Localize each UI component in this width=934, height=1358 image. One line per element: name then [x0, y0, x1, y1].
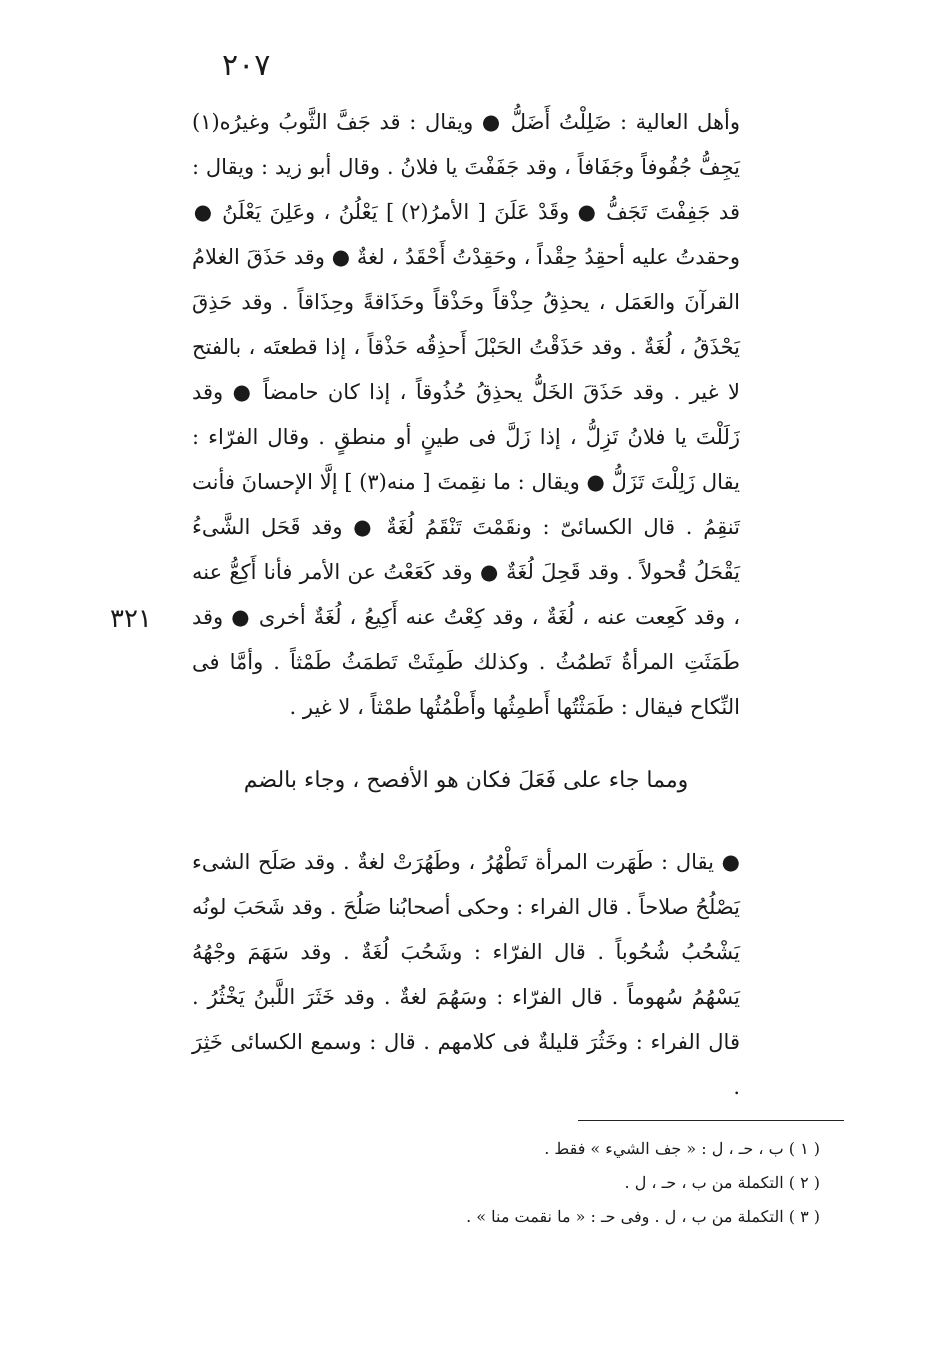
footnote-3: ( ٣ ) التكملة من ب ، ل . وفى حـ : « ما نقمت منا » .: [466, 1207, 820, 1226]
footnote-1: ( ١ ) ب ، حـ ، ل : « جف الشيء » فقط .: [544, 1139, 820, 1158]
page-number: ٢٠٧: [222, 48, 271, 83]
paragraph-2: ● يقال : طَهَرت المرأة تَطْهُرُ ، وطَهُرَتْ لغةٌ . وقد صَلَح الشىء يَصْلُحُ صلاحاً . قال الفراء : وحكى أصحابُنا صَلُحَ . وقد شَحَبَ لونُه يَشْحُبُ شُحُوباً . قال الفرّاء : وشَحُبَ لُغَةٌ . وقد سَهَمَ وجْهُهُ يَسْهُمُ سُهوماً . قال الفرّاء : وسَهُمَ لغةٌ . وقد خَثَرَ اللَّبنُ يَخْثُرُ . قال الفراء : وخَثُرَ قليلةٌ فى كلامهم . قال : وسمع الكسائى خَثِرَ .: [192, 850, 740, 1099]
section-heading: ومما جاء على فَعَلَ فكان هو الأفصح ، وجاء بالضم: [243, 768, 689, 793]
main-text-block: [192, 100, 740, 730]
paragraph-1: وأهل العالية : ضَلِلْتُ أَضَلُّ ● ويقال : قد جَفَّ الثَّوبُ وغيرُه(١) يَجِفُّ جُفُوفاً وجَفَافاً ، وقد جَفَفْتَ يا فلانُ . وقال أبو زيد : ويقال : قد جَفِفْتَ تَجَفُّ ● وقَدْ عَلَنَ [ الأمرُ(٢) ] يَعْلُنُ ، وعَلِنَ يَعْلَنُ ● وحقدتُ عليه أحقِدُ حِقْداً ، وحَقِدْتُ أَحْقَدُ ، لغةٌ ● وقد حَذَقَ الغلامُ القرآنَ والعَمَل ، يحذِقُ حِذْقاً وحَذْقاً وحَذَاقةً وحِذَاقاً . وقد حَذِقَ يَحْذَقُ ، لُغَةٌ . وقد حَذَقْتُ الحَبْلَ أَحذِقُه حَذْقاً ، إذا قطعتَه ، بالفتح لا غير . وقد حَذَقَ الخَلُّ يحذِقُ حُذُوقاً ، إذا كان حامضاً ● وقد زَلَلْتَ يا فلانُ تَزِلُّ ، إذا زَلَّ فى طينٍ أو منطقٍ . وقال الفرّاء : يقال زَلِلْتَ تَزَلُّ ● ويقال : ما نقِمتَ [ منه(٣) ] إلَّا الإحسانَ فأنت تَنقِمُ . قال الكسائىّ : ونقَمْتَ تَنْقَمُ لُغَةٌ ● وقد قَحَل الشَّىءُ يَقْحَلُ قُحولاً . وقد قَحِلَ لُغَةٌ ● وقد كَعَعْتُ عن الأمر فأنا أَكِعُّ عنه ، وقد كَعِعت عنه ، لُغَةٌ ، وقد كِعْتُ عنه أَكِيعُ ، لُغَةٌ أخرى ● وقد طَمَثَتِ المرأةُ تَطمُثُ . وكذلك طَمِثَتْ تَطمَثُ طَمْثاً . وأمَّا فى النِّكاح فيقال : طَمَثْتُها أَطمِثُها وأَطْمُثُها طمْثاً ، لا غير .: [192, 110, 740, 719]
footnote-divider: [578, 1120, 844, 1121]
margin-page-reference: ٣٢١: [110, 604, 152, 634]
footnote-2: ( ٢ ) التكملة من ب ، حـ ، ل .: [624, 1173, 820, 1192]
footnotes: [300, 1132, 820, 1234]
